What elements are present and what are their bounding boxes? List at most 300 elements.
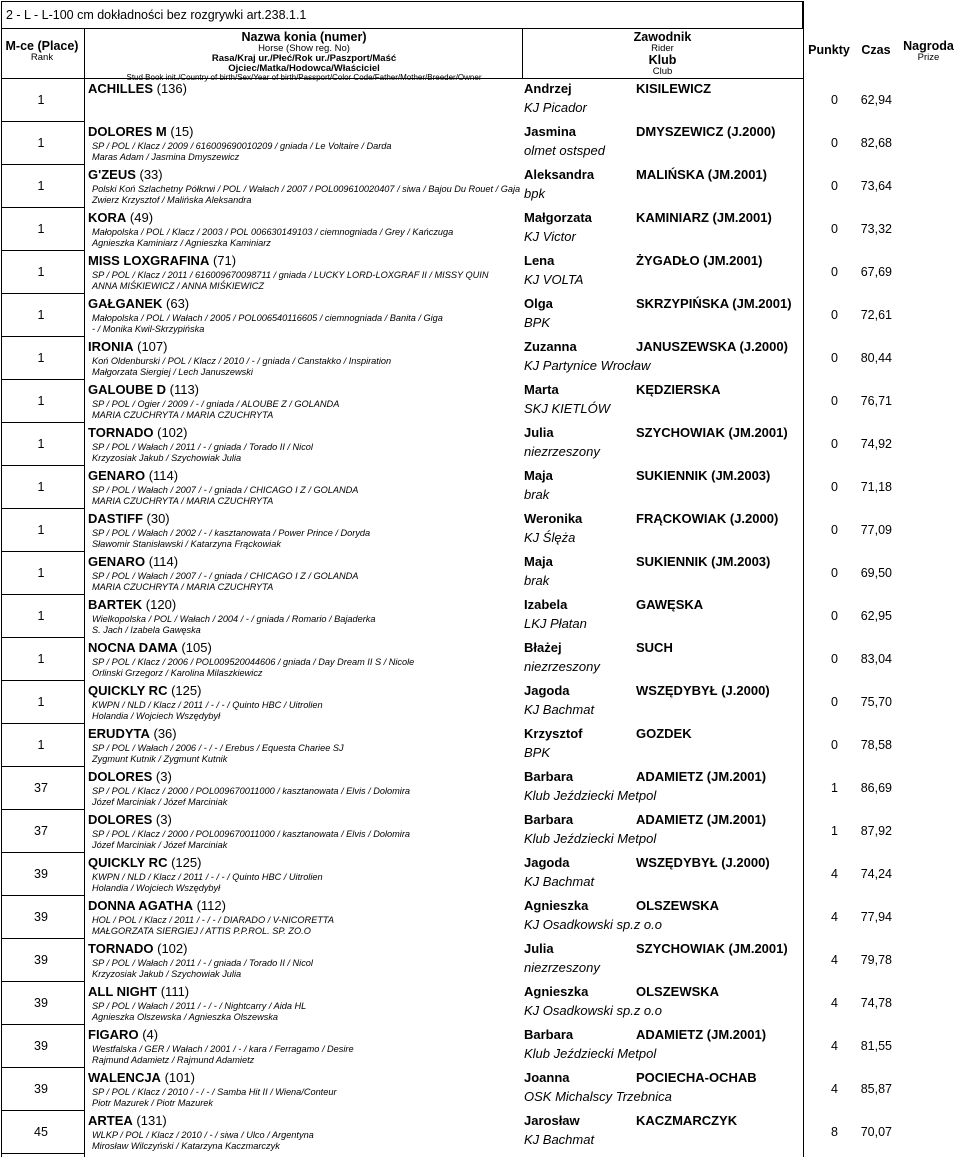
horse-number: (36) [153, 726, 177, 741]
time-value: 74,78 [860, 996, 892, 1010]
rider-first-name: Barbara [524, 812, 574, 827]
horse-name [88, 726, 177, 741]
horse-name-text: NOCNA DAMA [88, 640, 178, 655]
header-rider-label: Zawodnik [633, 30, 692, 44]
horse-number: (33) [139, 167, 163, 182]
place-rank: 1 [37, 695, 45, 709]
horse-number: (63) [166, 296, 190, 311]
rider-first-name: Jarosław [524, 1113, 580, 1128]
club-name: KJ Osadkowski sp.z o.o [524, 1003, 662, 1018]
points-value: 4 [831, 1082, 838, 1096]
club-name: LKJ Płatan [524, 616, 587, 631]
result-row [0, 939, 960, 982]
club-name: KJ Ślęża [524, 530, 576, 545]
result-row [0, 337, 960, 380]
time-value: 77,09 [860, 523, 892, 537]
horse-name [88, 984, 189, 999]
horse-number: (101) [164, 1070, 195, 1085]
rider-first-name: Agnieszka [524, 898, 589, 913]
place-rank: 1 [37, 394, 45, 408]
header-horse-line3: Rasa/Kraj ur./Płeć/Rok ur./Paszport/Maść [211, 53, 397, 65]
result-row [0, 380, 960, 423]
header-rider-sub: Rider [651, 43, 674, 55]
time-value: 80,44 [860, 351, 892, 365]
header-horse [86, 31, 522, 82]
rider-first-name: Marta [524, 382, 559, 397]
horse-name-text: MISS LOXGRAFINA [88, 253, 210, 268]
rider-first-name: Krzysztof [524, 726, 583, 741]
rider-first-name: Agnieszka [524, 984, 589, 999]
horse-name [88, 640, 212, 655]
result-row [0, 423, 960, 466]
place-rank: 1 [37, 222, 45, 236]
header-horse-sub: Horse (Show reg. No) [258, 43, 350, 55]
horse-name [88, 253, 236, 268]
horse-number: (3) [155, 812, 172, 827]
horse-details: SP / POL / Klacz / 2010 / - / - / Samba Hit II / Wiena/Conteur [92, 1087, 337, 1097]
result-row [0, 681, 960, 724]
header-time-label: Czas [861, 43, 891, 57]
time-value: 83,04 [860, 652, 892, 666]
horse-name-text: IRONIA [88, 339, 134, 354]
result-row [0, 251, 960, 294]
place-rank: 39 [34, 1082, 48, 1096]
header-points [803, 44, 855, 57]
club-name: niezrzeszony [524, 444, 600, 459]
place-rank: 39 [34, 910, 48, 924]
time-value: 62,94 [860, 93, 892, 107]
horse-number: (114) [148, 468, 179, 483]
points-value: 0 [831, 652, 838, 666]
horse-breeder-owner: Holandia / Wojciech Wszędybył [92, 883, 221, 893]
horse-name [88, 855, 201, 870]
points-value: 4 [831, 910, 838, 924]
points-value: 0 [831, 609, 838, 623]
time-value: 71,18 [860, 480, 892, 494]
horse-name-text: DOLORES [88, 769, 153, 784]
horse-name [88, 511, 170, 526]
rider-first-name: Jagoda [524, 683, 570, 698]
club-name: bpk [524, 186, 545, 201]
points-value: 1 [831, 824, 838, 838]
header-place [0, 40, 84, 63]
horse-name-text: ARTEA [88, 1113, 133, 1128]
club-name: olmet ostsped [524, 143, 605, 158]
horse-details: Polski Koń Szlachetny Półkrwi / POL / Wałach / 2007 / POL009610020407 / siwa / Bajou Du Rouet / Gaja [92, 184, 521, 194]
result-row [0, 208, 960, 251]
header-prize-label: Nagroda [903, 39, 954, 53]
points-value: 0 [831, 136, 838, 150]
horse-details: KWPN / NLD / Klacz / 2011 / - / - / Quinto HBC / Uitrolien [92, 872, 323, 882]
horse-number: (120) [145, 597, 177, 612]
horse-name [88, 769, 172, 784]
horse-number: (102) [157, 941, 188, 956]
horse-name-text: DONNA AGATHA [88, 898, 193, 913]
place-rank: 1 [37, 93, 45, 107]
club-name: KJ Partynice Wrocław [524, 358, 651, 373]
horse-name-text: GENARO [88, 468, 146, 483]
rider-first-name: Aleksandra [524, 167, 595, 182]
rider-last-name: ADAMIETZ (JM.2001) [636, 769, 767, 784]
horse-breeder-owner: MAŁGORZATA SIERGIEJ / ATTIS P.P.ROL. SP. ZO.O [92, 926, 311, 936]
result-row [0, 509, 960, 552]
horse-details: SP / POL / Wałach / 2011 / - / gniada / Torado II / Nicol [92, 442, 313, 452]
place-rank: 1 [37, 566, 45, 580]
horse-number: (113) [169, 382, 200, 397]
result-row [0, 122, 960, 165]
rider-last-name: MALIŃSKA (JM.2001) [636, 167, 767, 182]
horse-details: SP / POL / Wałach / 2011 / - / gniada / Torado II / Nicol [92, 958, 313, 968]
rider-last-name: WSZĘDYBYŁ (J.2000) [636, 683, 770, 698]
result-row [0, 638, 960, 681]
horse-name-text: QUICKLY RC [88, 683, 168, 698]
horse-number: (105) [181, 640, 212, 655]
horse-number: (49) [129, 210, 154, 225]
horse-breeder-owner: MARIA CZUCHRYTA / MARIA CZUCHRYTA [92, 410, 274, 420]
points-value: 4 [831, 867, 838, 881]
horse-number: (30) [146, 511, 170, 526]
rider-last-name: ADAMIETZ (JM.2001) [636, 812, 767, 827]
time-value: 67,69 [860, 265, 892, 279]
rider-last-name: POCIECHA-OCHAB [636, 1070, 757, 1085]
points-value: 0 [831, 437, 838, 451]
rider-first-name: Olga [524, 296, 553, 311]
points-value: 0 [831, 308, 838, 322]
header-time [855, 44, 897, 57]
horse-breeder-owner: Zwierz Krzysztof / Malińska Aleksandra [92, 195, 252, 205]
place-rank: 1 [37, 179, 45, 193]
header-place-sub: Rank [30, 52, 54, 64]
horse-name-text: GALOUBE D [88, 382, 166, 397]
horse-number: (3) [155, 769, 172, 784]
horse-breeder-owner: Maras Adam / Jasmina Dmyszewicz [92, 152, 240, 162]
header-club-label: Klub [648, 53, 677, 68]
place-rank: 45 [34, 1125, 48, 1139]
grid-rider-rule [522, 29, 523, 79]
rider-last-name: JANUSZEWSKA (J.2000) [636, 339, 788, 354]
club-name: brak [524, 487, 550, 502]
horse-name-text: ERUDYTA [88, 726, 150, 741]
header-points-label: Punkty [808, 43, 850, 57]
place-rank: 1 [37, 308, 45, 322]
place-rank: 1 [37, 738, 45, 752]
header-horse-line4: Ojciec/Matka/Hodowca/Właściciel [228, 63, 380, 75]
time-value: 78,58 [860, 738, 892, 752]
result-row [0, 853, 960, 896]
result-row [0, 1025, 960, 1068]
horse-name [88, 1027, 158, 1042]
result-row [0, 810, 960, 853]
rider-first-name: Zuzanna [524, 339, 577, 354]
club-name: KJ Bachmat [524, 702, 595, 717]
rider-first-name: Jagoda [524, 855, 570, 870]
club-name: KJ VOLTA [524, 272, 584, 287]
rider-last-name: SUCH [636, 640, 673, 655]
time-value: 81,55 [860, 1039, 892, 1053]
rider-last-name: KACZMARCZYK [636, 1113, 738, 1128]
horse-name [88, 167, 163, 182]
points-value: 1 [831, 781, 838, 795]
rider-last-name: DMYSZEWICZ (J.2000) [636, 124, 776, 139]
horse-details: HOL / POL / Klacz / 2011 / - / - / DIARADO / V-NICORETTA [92, 915, 334, 925]
horse-name-text: QUICKLY RC [88, 855, 168, 870]
time-value: 69,50 [860, 566, 892, 580]
header-prize [897, 40, 960, 63]
horse-name [88, 296, 189, 311]
rider-last-name: KĘDZIERSKA [636, 382, 721, 397]
time-value: 85,87 [860, 1082, 892, 1096]
horse-details: Małopolska / POL / Klacz / 2003 / POL 006630149103 / ciemnogniada / Grey / Kańczuga [92, 227, 454, 237]
time-value: 79,78 [860, 953, 892, 967]
time-value: 70,07 [860, 1125, 892, 1139]
club-name: BPK [524, 745, 551, 760]
club-name: KJ Osadkowski sp.z o.o [524, 917, 662, 932]
horse-details: Westfalska / GER / Wałach / 2001 / - / kara / Ferragamo / Desire [92, 1044, 354, 1054]
points-value: 0 [831, 480, 838, 494]
rider-last-name: FRĄCKOWIAK (J.2000) [636, 511, 779, 526]
horse-breeder-owner: - / Monika Kwil-Skrzypińska [92, 324, 205, 334]
horse-name-text: GENARO [88, 554, 146, 569]
rider-last-name: OLSZEWSKA [636, 898, 720, 913]
header-rider [522, 31, 803, 77]
club-name: niezrzeszony [524, 659, 600, 674]
rider-first-name: Barbara [524, 769, 574, 784]
horse-name-text: ACHILLES [88, 81, 153, 96]
club-name: KJ Victor [524, 229, 576, 244]
points-value: 4 [831, 953, 838, 967]
horse-number: (71) [212, 253, 237, 268]
horse-details: SP / POL / Klacz / 2000 / POL009670011000 / kasztanowata / Elvis / Dolomira [92, 786, 410, 796]
header-club-sub: Club [652, 66, 673, 78]
place-rank: 37 [34, 781, 48, 795]
points-value: 0 [831, 695, 838, 709]
place-rank: 39 [34, 996, 48, 1010]
horse-name-text: G'ZEUS [88, 167, 136, 182]
rider-last-name: SUKIENNIK (JM.2003) [636, 468, 771, 483]
horse-name [88, 1113, 167, 1128]
rider-last-name: SKRZYPIŃSKA (JM.2001) [636, 296, 792, 311]
place-rank: 1 [37, 136, 45, 150]
horse-details: SP / POL / Wałach / 2002 / - / kasztanowata / Power Prince / Doryda [92, 528, 371, 538]
rider-first-name: Joanna [524, 1070, 570, 1085]
result-row [0, 595, 960, 638]
club-name: Klub Jeździecki Metpol [524, 1046, 657, 1061]
horse-number: (125) [171, 683, 202, 698]
rider-last-name: SUKIENNIK (JM.2003) [636, 554, 771, 569]
club-name: KJ Picador [524, 100, 587, 115]
result-row [0, 1068, 960, 1111]
rider-first-name: Weronika [524, 511, 583, 526]
points-value: 0 [831, 265, 838, 279]
horse-details: SP / POL / Wałach / 2007 / - / gniada / CHICAGO I Z / GOLANDA [92, 571, 359, 581]
horse-name [88, 898, 226, 913]
result-row [0, 466, 960, 509]
horse-breeder-owner: MARIA CZUCHRYTA / MARIA CZUCHRYTA [92, 496, 274, 506]
points-value: 4 [831, 996, 838, 1010]
horse-name-text: DOLORES M [88, 124, 167, 139]
points-value: 0 [831, 394, 838, 408]
horse-details: SP / POL / Klacz / 2006 / POL009520044606 / gniada / Day Dream II S / Nicole [92, 657, 415, 667]
horse-breeder-owner: Małgorzata Siergiej / Lech Januszewski [92, 367, 253, 377]
place-rank: 1 [37, 351, 45, 365]
time-value: 86,69 [860, 781, 892, 795]
horse-breeder-owner: Agnieszka Kaminiarz / Agnieszka Kaminiarz [92, 238, 271, 248]
rider-first-name: Lena [524, 253, 555, 268]
horse-number: (125) [171, 855, 202, 870]
horse-name-text: KORA [88, 210, 127, 225]
header-prize-sub: Prize [917, 52, 940, 64]
horse-details: Koń Oldenburski / POL / Klacz / 2010 / - / gniada / Canstakko / Inspiration [92, 356, 392, 366]
time-value: 74,24 [860, 867, 892, 881]
points-value: 4 [831, 1039, 838, 1053]
horse-number: (107) [137, 339, 168, 354]
points-value: 0 [831, 222, 838, 236]
result-row [0, 896, 960, 939]
horse-details: Małopolska / POL / Wałach / 2005 / POL006540116605 / ciemnogniada / Banita / Giga [92, 313, 443, 323]
header-horse-label: Nazwa konia (numer) [241, 30, 367, 44]
rider-first-name: Andrzej [524, 81, 572, 96]
horse-name [88, 339, 167, 354]
horse-name-text: WALENCJA [88, 1070, 161, 1085]
time-value: 62,95 [860, 609, 892, 623]
horse-name [88, 382, 199, 397]
place-rank: 1 [37, 437, 45, 451]
rider-last-name: GAWĘSKA [636, 597, 704, 612]
place-rank: 1 [37, 265, 45, 279]
time-value: 82,68 [860, 136, 892, 150]
horse-breeder-owner: MARIA CZUCHRYTA / MARIA CZUCHRYTA [92, 582, 274, 592]
horse-name-text: DOLORES [88, 812, 153, 827]
horse-name [88, 683, 201, 698]
horse-details: SP / POL / Klacz / 2000 / POL009670011000 / kasztanowata / Elvis / Dolomira [92, 829, 410, 839]
horse-name-text: GAŁGANEK [88, 296, 163, 311]
result-row [0, 724, 960, 767]
horse-name-text: TORNADO [88, 425, 154, 440]
horse-breeder-owner: Sławomir Stanisławski / Katarzyna Frąckowiak [92, 539, 281, 549]
horse-number: (4) [142, 1027, 159, 1042]
horse-breeder-owner: Krzyzosiak Jakub / Szychowiak Julia [92, 453, 242, 463]
horse-name [88, 210, 153, 225]
horse-breeder-owner: Agnieszka Olszewska / Agnieszka Olszewska [92, 1012, 279, 1022]
place-rank: 37 [34, 824, 48, 838]
rider-last-name: WSZĘDYBYŁ (J.2000) [636, 855, 770, 870]
row-divider [1, 1153, 84, 1154]
horse-details: SP / POL / Wałach / 2007 / - / gniada / CHICAGO I Z / GOLANDA [92, 485, 359, 495]
horse-breeder-owner: Orlinski Grzegorz / Karolina Milaszkiewicz [92, 668, 263, 678]
club-name: niezrzeszony [524, 960, 600, 975]
horse-details: SP / POL / Klacz / 2011 / 616009670098711 / gniada / LUCKY LORD-LOXGRAF II / MISSY QUIN [92, 270, 489, 280]
horse-breeder-owner: Rajmund Adamietz / Rajmund Adamietz [92, 1055, 255, 1065]
horse-name-text: ALL NIGHT [88, 984, 158, 999]
result-row [0, 552, 960, 595]
result-row [0, 294, 960, 337]
place-rank: 1 [37, 609, 45, 623]
points-value: 8 [831, 1125, 838, 1139]
rider-first-name: Julia [524, 425, 554, 440]
rider-last-name: ŻYGADŁO (JM.2001) [636, 253, 763, 268]
rider-last-name: ADAMIETZ (JM.2001) [636, 1027, 767, 1042]
horse-name-text: TORNADO [88, 941, 154, 956]
result-row [0, 165, 960, 208]
time-value: 73,32 [860, 222, 892, 236]
header-place-label: M-ce (Place) [5, 39, 79, 53]
horse-number: (114) [148, 554, 179, 569]
club-name: Klub Jeździecki Metpol [524, 788, 657, 803]
club-name: Klub Jeździecki Metpol [524, 831, 657, 846]
horse-breeder-owner: Holandia / Wojciech Wszędybył [92, 711, 221, 721]
rider-first-name: Maja [524, 554, 553, 569]
horse-name [88, 812, 172, 827]
time-value: 76,71 [860, 394, 892, 408]
club-name: OSK Michalscy Trzebnica [524, 1089, 672, 1104]
result-row [0, 79, 960, 122]
horse-name [88, 1070, 195, 1085]
horse-name [88, 81, 187, 96]
rider-last-name: GOZDEK [636, 726, 692, 741]
time-value: 72,61 [860, 308, 892, 322]
horse-name [88, 554, 178, 569]
club-name: KJ Bachmat [524, 874, 595, 889]
rider-first-name: Izabela [524, 597, 568, 612]
rider-first-name: Julia [524, 941, 554, 956]
place-rank: 39 [34, 1039, 48, 1053]
horse-number: (136) [156, 81, 187, 96]
place-rank: 1 [37, 523, 45, 537]
rider-first-name: Maja [524, 468, 553, 483]
rider-first-name: Małgorzata [524, 210, 592, 225]
horse-name-text: BARTEK [88, 597, 143, 612]
time-value: 73,64 [860, 179, 892, 193]
time-value: 74,92 [860, 437, 892, 451]
horse-name-text: DASTIFF [88, 511, 143, 526]
points-value: 0 [831, 566, 838, 580]
rider-last-name: SZYCHOWIAK (JM.2001) [636, 425, 788, 440]
horse-breeder-owner: Krzyzosiak Jakub / Szychowiak Julia [92, 969, 242, 979]
horse-number: (111) [160, 984, 190, 999]
rider-last-name: KISILEWICZ [636, 81, 712, 96]
points-value: 0 [831, 523, 838, 537]
rider-first-name: Barbara [524, 1027, 574, 1042]
horse-name-text: FIGARO [88, 1027, 139, 1042]
place-rank: 1 [37, 652, 45, 666]
place-rank: 39 [34, 953, 48, 967]
horse-name [88, 597, 176, 612]
horse-breeder-owner: ANNA MIŚKIEWICZ / ANNA MIŚKIEWICZ [92, 281, 265, 291]
horse-number: (131) [136, 1113, 167, 1128]
club-name: brak [524, 573, 550, 588]
horse-details: SP / POL / Klacz / 2009 / 616009690010209 / gniada / Le Voltaire / Darda [92, 141, 392, 151]
result-row [0, 767, 960, 810]
horse-number: (112) [196, 898, 226, 913]
time-value: 77,94 [860, 910, 892, 924]
points-value: 0 [831, 93, 838, 107]
result-row [0, 982, 960, 1025]
horse-name [88, 941, 187, 956]
horse-name [88, 468, 178, 483]
club-name: BPK [524, 315, 551, 330]
horse-details: SP / POL / Ogier / 2009 / - / gniada / ALOUBE Z / GOLANDA [92, 399, 340, 409]
horse-name [88, 124, 193, 139]
place-rank: 1 [37, 480, 45, 494]
horse-breeder-owner: Mirosław Wilczyński / Katarzyna Kaczmarczyk [92, 1141, 280, 1151]
horse-details: SP / POL / Wałach / 2006 / - / - / Erebus / Equesta Chariee SJ [92, 743, 344, 753]
horse-breeder-owner: S. Jach / Izabela Gawęska [92, 625, 201, 635]
points-value: 0 [831, 179, 838, 193]
club-name: SKJ KIETLÓW [524, 401, 610, 416]
rider-last-name: OLSZEWSKA [636, 984, 720, 999]
horse-name [88, 425, 187, 440]
club-name: KJ Bachmat [524, 1132, 595, 1147]
